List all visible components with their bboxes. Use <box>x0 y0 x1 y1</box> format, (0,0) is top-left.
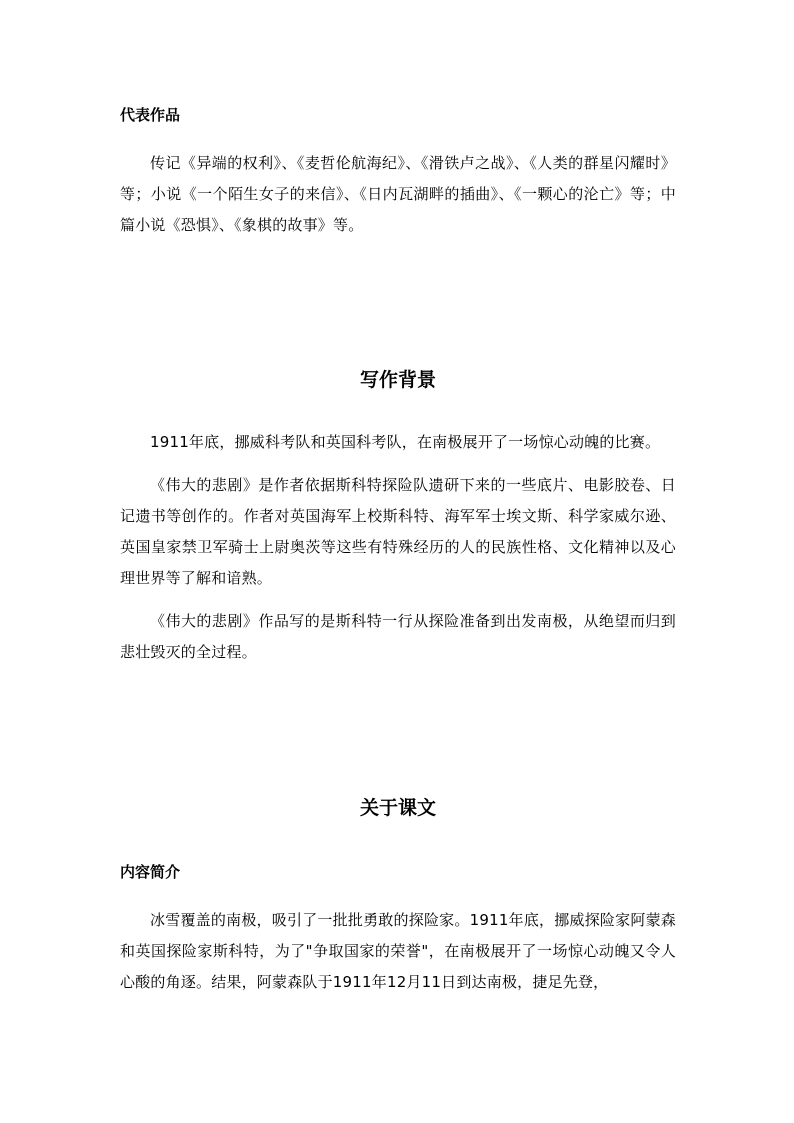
works-paragraph: 传记《异端的权利》、《麦哲伦航海纪》、《滑铁卢之战》、《人类的群星闪耀时》等；小说《一个陌生女子的来信》、《日内瓦湖畔的插曲》、《一颗心的沦亡》等；中篇小说《恐惧》、《象棋的故事》等。 <box>120 154 676 234</box>
summary-paragraph: 冰雪覆盖的南极，吸引了一批批勇敢的探险家。1911年底，挪威探险家阿蒙森和英国探险家斯科特，为了"争取国家的荣誉"，在南极展开了一场惊心动魄又令人心酸的角逐。结果，阿蒙森队于1911年12月11日到达南极，捷足先登， <box>120 911 676 991</box>
background-paragraph-1: 1911年底，挪威科考队和英国科考队，在南极展开了一场惊心动魄的比赛。 <box>150 433 661 451</box>
about-heading: 关于课文 <box>359 797 436 819</box>
background-heading: 写作背景 <box>359 369 436 391</box>
background-paragraph-2: 《伟大的悲剧》是作者依据斯科特探险队遗研下来的一些底片、电影胶卷、日记遗书等创作的。作者对英国海军上校斯科特、海军军士埃文斯、科学家威尔逊、英国皇家禁卫军骑士上尉奥茨等这些有特殊经历的人的民族性格、文化精神以及心理世界等了解和谙熟。 <box>120 476 676 587</box>
background-paragraph-3: 《伟大的悲剧》作品写的是斯科特一行从探险准备到出发南极，从绝望而归到悲壮毁灭的全过程。 <box>120 612 676 661</box>
summary-subheading: 内容简介 <box>120 863 181 881</box>
works-heading: 代表作品 <box>120 106 181 124</box>
